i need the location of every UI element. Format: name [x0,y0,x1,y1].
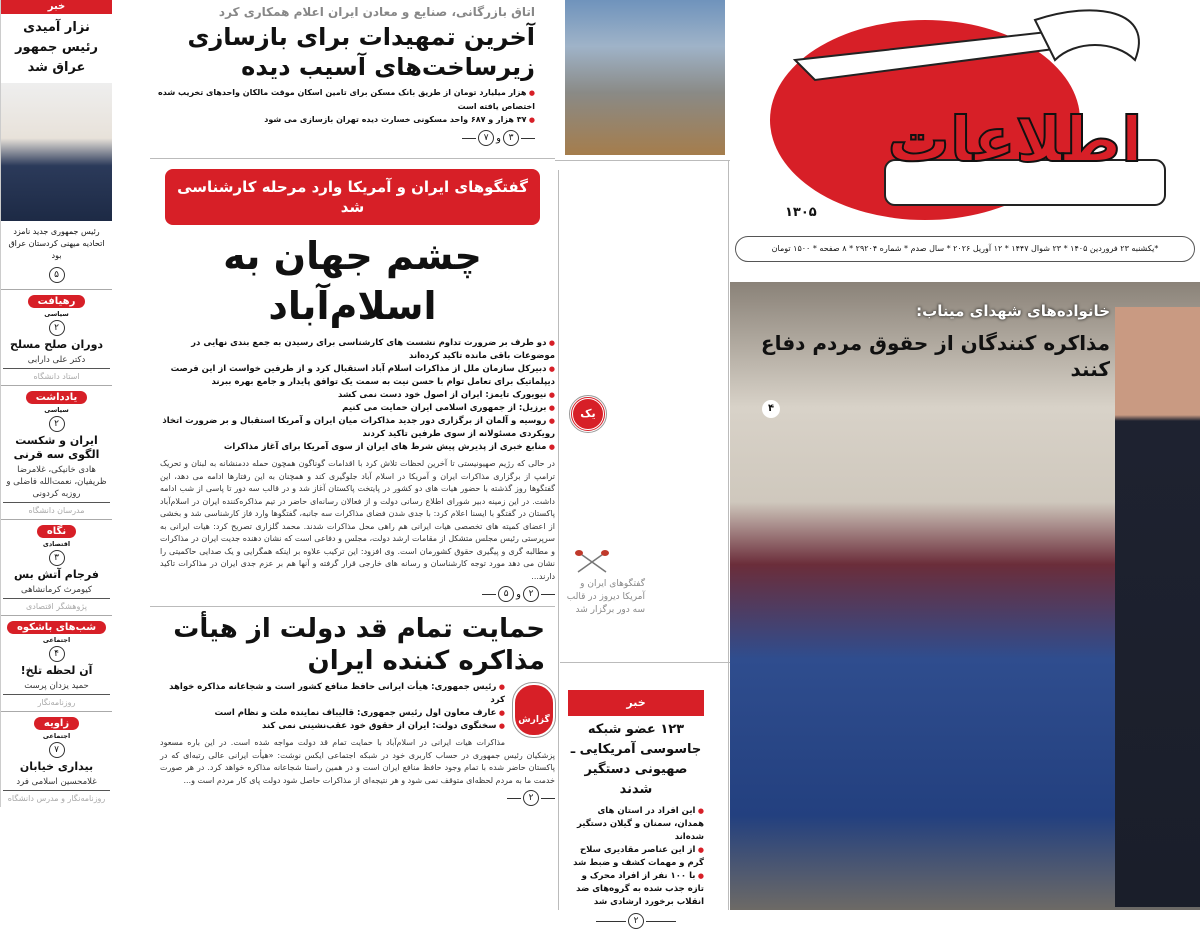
sidebar-item[interactable] [1,615,112,711]
lead-text [150,337,555,602]
sidebar-news[interactable] [1,0,112,289]
section-category: اقتصادی [42,540,71,548]
column-title: بیداری خیابان [19,760,94,773]
top-story-kicker: اتاق بازرگانی، صنایع و معادن ایران اعلام همکاری کرد [218,5,535,19]
logo-text: اطلاعات [887,103,1143,176]
yek-badge: یک [570,396,606,432]
column-title: فرجام آتش بس [14,568,99,581]
section-category: اجتماعی [42,636,71,644]
section-tag: نگاه [37,525,76,538]
section-tag: زاویه [34,717,79,730]
lead-body: در حالی که رژیم صهیونیستی تا آخرین لحظات تلاش کرد با اقدامات گوناگون همچون حمله ددمنشانه به لبنان و تحریک ترامپ از برگزاری مذاکرات ایران و آمریکا در اسلام آباد جلوگیری کند و همچنان به این رفتارها ادامه می دهد، این گفتگوها روز گذشته با حضور هیات های دو کشور در پایتخت پاکستان آغاز شد و در قالب سه دور تا پاسی از شب ادامه داشت. در این زمینه دبیر شورای اطلاع رسانی دولت و از فعالان رسانه‌ای حاضر در تیم مذاکره‌کننده ایران در اسلام‌آباد پاکستان در گفتگو با ایسنا اعلام کرد: با جدی شدن فضای مذاکرات سه جانبه، گفتگوها وارد فاز کارشناسی شد و بخشی از اعضای کمیته های تخصصی هیات ایرانی هم راهی محل مذاکرات شدند. محمد گلزاری تصریح کرد: هیات ایرانی به سرپرستی رئیس مجلس متشکل از مقامات ارشد دولت، مجلس و دفاعی است که نشان دهنده جدیت ایران در مذاکرات و مطالبه گری و پیگیری حقوق کشورمان است. وی افزود: این ترکیب علاوه بر اینکه همگرایی و یک صدایی حاکمیتی را نشان می دهد مورد توجه کارشناسان و رسانه های خارجی قرار گرفته و آنها هم بر عزم جدی ایران در مذاکرات تاکید دارند... [160,459,555,581]
news-box-headline: ۱۲۳ عضو شبکه جاسوسی آمریکایی ـ صهیونی دستگیر شدند [570,722,702,797]
sidebar-news-caption: رئیس جمهوری جدید نامزد اتحادیه میهنی کردستان عراق بود [8,227,105,260]
crossed-oars-icon [570,548,615,576]
page-ref[interactable]: ۷ [49,742,65,758]
photo-kicker: خانواده‌های شهدای میناب: [916,302,1110,320]
author-role: پژوهشگر اقتصادی [3,598,110,611]
column-title: آن لحظه تلخ! [20,664,93,677]
second-headline[interactable]: حمایت تمام قد دولت از هیأت مذاکره کننده ایران [173,614,545,676]
middle-column [150,0,555,806]
masthead-logo [735,0,1195,230]
sidebar [0,0,112,807]
page-ref[interactable]: ۳ [49,550,65,566]
sidebar-news-title: نزار آمیدی رئیس جمهور عراق شد [15,20,98,75]
sidebar-item[interactable] [1,519,112,615]
author-role: روزنامه‌نگار [3,694,110,707]
author-name: حمید یزدان پرست [24,681,89,691]
author-role: مدرسان دانشگاه [3,502,110,515]
author-name: دکتر علی دارابی [27,355,86,365]
bullet: ● رئیس جمهوری: هیأت ایرانی حافظ منافع کشور است و شجاعانه مذاکره خواهد کرد [160,681,555,707]
author-name: کیومرث کرمانشاهی [21,585,92,595]
dateline: *یکشنبه ۲۳ فروردین ۱۴۰۵ * ۲۳ شوال ۱۴۴۷ * ۱۲ آوریل ۲۰۲۶ * سال صدم * شماره ۲۹۲۰۴ * ۸ صفحه * ۱۵۰۰ تومان [735,236,1195,262]
news-box[interactable] [568,690,704,929]
founded-year: ۱۳۰۵ [785,205,817,220]
news-tag: خبر [568,690,704,716]
bullet: ● دبیرکل سازمان ملل از مذاکرات اسلام آباد استقبال کرد و از طرفین خواست از این فرصت دیپلماتیک برای تعامل توام با حسن نیت به سمت یک توافق پایدار و جامع بهره ببرند [160,363,555,389]
section-tag: یادداشت [26,391,88,404]
second-body: مذاکرات هیات ایرانی در اسلام‌آباد با حمایت تمام قد دولت مواجه شده است. در این باره مسعود پزشکیان رئیس جمهوری در حساب کاربری خود در شبکه اجتماعی ایکس نوشت: «هیأت ایرانی عالی رتبه‌ای که در پاکستان حاضر شده با تمام وجود حافظ منافع ایران است و در همین راستا شجاعانه مذاکره خواهد کرد. در هر صورت خدمت ما به مردم لحظه‌ای متوقف نمی شود و هر نتیجه‌ای از مذاکرات حاصل شود دولت پای کار مردم است و... [160,738,555,785]
second-text [150,681,555,806]
sidebar-item[interactable] [1,711,112,807]
section-tag: شب‌های باشکوه [7,621,106,634]
page-ref[interactable]: ۲ [568,913,704,929]
section-category: سیاسی [44,310,69,318]
lead-headline[interactable]: چشم جهان به اسلام‌آباد [223,234,482,328]
bullet: ● سخنگوی دولت: ایران از حقوق خود عقب‌نشینی نمی کند [160,720,555,733]
bullet: ● روسیه و آلمان از برگزاری دور جدید مذاکرات میان ایران و آمریکا استقبال و بر ضرورت اتخاذ رویکردی مسئولانه از سوی طرفین تاکید کردند [160,415,555,441]
top-story-headline[interactable]: آخرین تمهیدات برای بازسازی زیرساخت‌های آسیب دیده [187,23,535,81]
author-role: روزنامه‌نگار و مدرس دانشگاه [3,790,110,803]
page-ref[interactable]: ۲ [160,790,555,806]
column-title: دوران صلح مسلح [9,338,104,351]
person-figure [1115,307,1200,907]
page-ref[interactable]: ۵ [49,267,65,283]
news-tag: خبر [1,0,112,14]
sidebar-item[interactable] [1,289,112,385]
section-category: سیاسی [44,406,69,414]
author-role: استاد دانشگاه [3,368,110,381]
author-name: هادی خانیکی، غلامرضا ظریفیان، نعمت‌الله فاضلی و روزبه کردونی [6,465,107,499]
sidebar-news-photo [1,83,112,221]
page-ref[interactable]: ۴ [762,400,780,418]
bullet: ● ۳۷ هزار و ۶۸۷ واحد مسکونی خسارت دیده تهران بازسازی می شود [150,113,535,127]
bullet: ● از این عناصر مقادیری سلاح گرم و مهمات کشف و ضبط شد [568,844,704,870]
bullet: ● این افراد در استان های همدان، سمنان و گیلان دستگیر شده‌اند [568,805,704,844]
top-story[interactable] [150,0,555,158]
bullet: ● برزیل: از جمهوری اسلامی ایران حمایت می کنیم [160,402,555,415]
page-ref[interactable]: ۴ [49,646,65,662]
lead-banner: گفتگوهای ایران و آمریکا وارد مرحله کارشناسی شد [165,169,540,225]
report-badge: گزارش [513,683,555,737]
bullet: ● نیویورک تایمز: ایران از اصول خود دست نمی کشد [160,389,555,402]
bullet: ● عارف معاون اول رئیس جمهوری: قالیباف نماینده ملت و نظام است [160,707,555,720]
page-ref[interactable]: ۵ و ۲ [160,586,555,602]
side-note: گفتگوهای ایران و آمریکا دیروز در قالب سه دور برگزار شد [566,579,645,615]
column-title: ایران و شکست الگوی سه قرنی [13,434,100,461]
section-tag: رهیافت [28,295,86,308]
bullet: ● هزار میلیارد تومان از طریق بانک مسکن برای تامین اسکان موقت مالکان واحدهای تخریب شده اختصاص یافته است [150,86,535,113]
sidebar-item[interactable] [1,385,112,519]
bullet: ● منابع خبری از پذیرش پیش شرط های ایران از سوی آمریکا برای آغاز مذاکرات [160,441,555,454]
page-ref[interactable]: ۲ [49,320,65,336]
photo-headline: مذاکره کنندگان از حقوق مردم دفاع کنند [760,331,1110,381]
author-name: غلامحسین اسلامی فرد [16,777,97,787]
page-ref[interactable]: ۷ و ۳ [150,130,535,146]
bullet: ● با ۱۰۰ نفر از افراد محرک و تازه جذب شده به گروه‌های ضد انقلاب برخورد ارشادی شد [568,870,704,909]
top-story-photo [565,0,725,155]
bullet: ● دو طرف بر ضرورت تداوم نشست های کارشناسی برای رسیدن به جمع بندی نهایی در موضوعات باقی مانده تاکید کرده‌اند [160,337,555,363]
page-ref[interactable]: ۲ [49,416,65,432]
photo-story[interactable] [730,282,1200,910]
section-category: اجتماعی [42,732,71,740]
